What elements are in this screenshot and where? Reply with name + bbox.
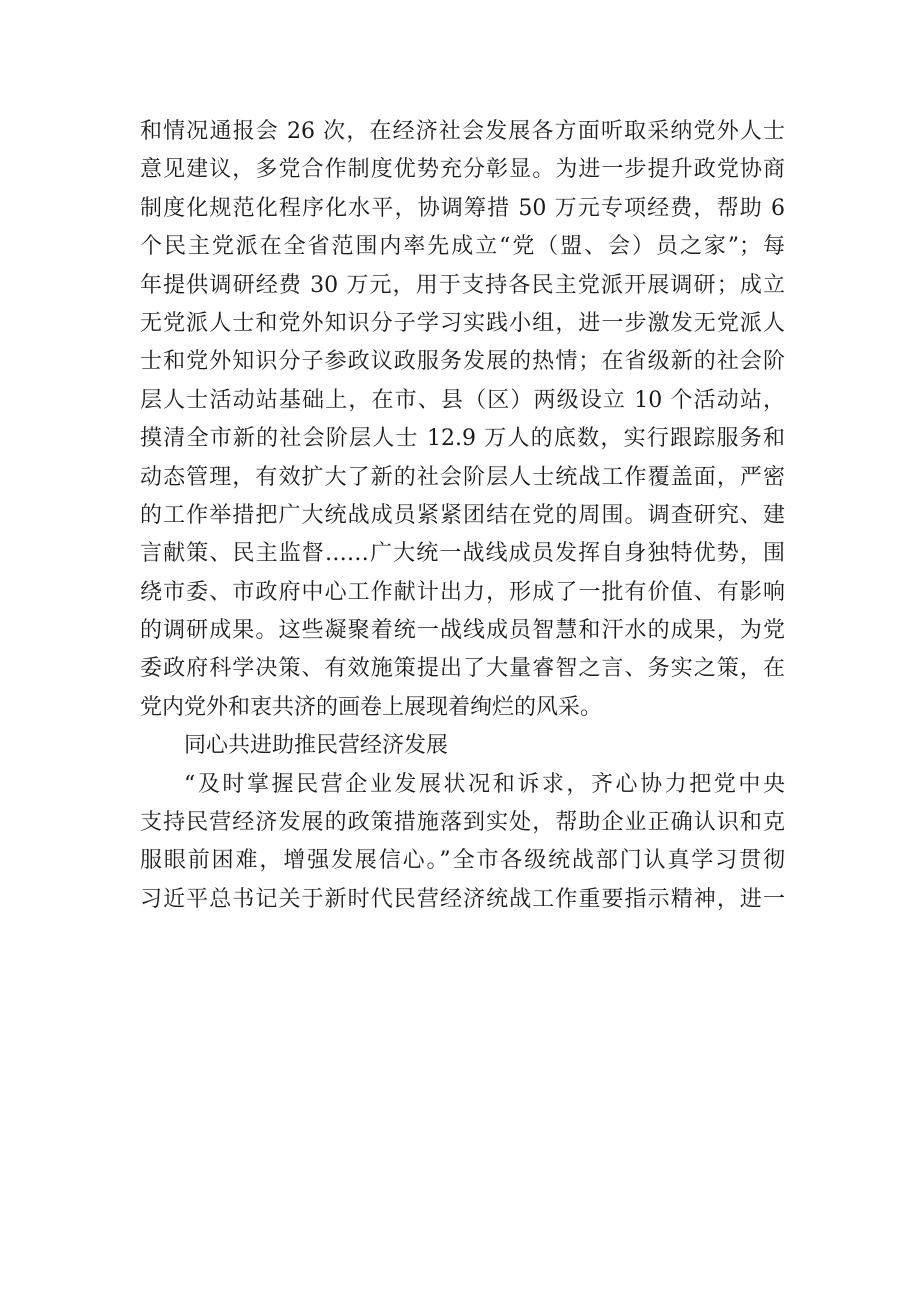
paragraph-line: 绕市委、市政府中心工作献计出力，形成了一批有价值、有影响 — [140, 579, 785, 605]
body-text — [140, 113, 785, 919]
paragraph-line: 言献策、民主监督……广大统一战线成员发挥自身独特优势，围 — [140, 541, 785, 567]
paragraph-line: 动态管理，有效扩大了新的社会阶层人士统战工作覆盖面，严密 — [140, 464, 785, 490]
paragraph-line: 服眼前困难，增强发展信心。”全市各级统战部门认真学习贯彻 — [140, 848, 785, 874]
paragraph-line: 和情况通报会 26 次，在经济社会发展各方面听取采纳党外人士 — [140, 119, 785, 144]
paragraph-line: 的调研成果。这些凝聚着统一战线成员智慧和汗水的成果，为党 — [140, 618, 785, 644]
paragraph-line: 习近平总书记关于新时代民营经济统战工作重要指示精神，进一 — [140, 886, 785, 912]
paragraph-line: 年提供调研经费 30 万元，用于支持各民主党派开展调研；成立 — [140, 272, 785, 298]
paragraph-line: 层人士活动站基础上，在市、县（区）两级设立 10 个活动站， — [140, 387, 785, 413]
paragraph-line: 个民主党派在全省范围内率先成立“党（盟、会）员之家”；每 — [140, 234, 785, 260]
paragraph-line: 支持民营经济发展的政策措施落到实处，帮助企业正确认识和克 — [140, 810, 785, 836]
section-heading: 同心共进助推民营经济发展 — [184, 733, 449, 759]
paragraph-line: 党内党外和衷共济的画卷上展现着绚烂的风采。 — [140, 694, 603, 720]
paragraph-line: 意见建议，多党合作制度优势充分彰显。为进一步提升政党协商 — [140, 157, 785, 183]
paragraph-line: 摸清全市新的社会阶层人士 12.9 万人的底数，实行跟踪服务和 — [140, 426, 785, 452]
paragraph-line: 委政府科学决策、有效施策提出了大量睿智之言、务实之策，在 — [140, 656, 785, 682]
paragraph-line: 无党派人士和党外知识分子学习实践小组，进一步激发无党派人 — [140, 310, 785, 336]
paragraph-line: 士和党外知识分子参政议政服务发展的热情；在省级新的社会阶 — [140, 349, 785, 375]
paragraph-line: 制度化规范化程序化水平，协调筹措 50 万元专项经费，帮助 6 — [140, 195, 785, 221]
paragraph-line: “及时掌握民营企业发展状况和诉求，齐心协力把党中央 — [184, 771, 785, 797]
paragraph-line: 的工作举措把广大统战成员紧紧团结在党的周围。调查研究、建 — [140, 502, 785, 528]
